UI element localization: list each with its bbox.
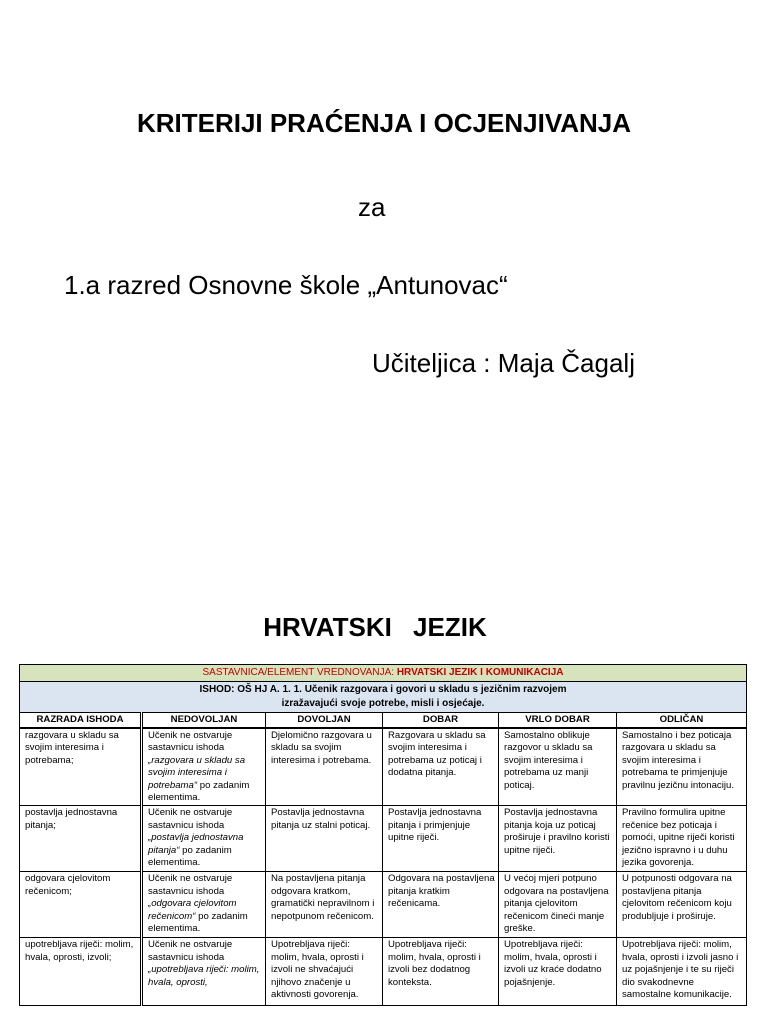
dobar-cell: Razgovara u skladu sa svojim interesima i potrebama uz poticaj i dodatna pitanja. bbox=[383, 728, 499, 806]
dovoljan-cell: Na postavljena pitanja odgovara kratkom, gramatički nepravilnom i nepotpunom rečenicom. bbox=[266, 872, 383, 938]
dobar-cell: Odgovara na postavljena pitanja kratkim rečenicama. bbox=[383, 872, 499, 938]
header-dobar: DOBAR bbox=[383, 713, 499, 729]
dobar-cell: Upotrebljava riječi: molim, hvala, oprosti i izvoli bez dodatnog konteksta. bbox=[383, 938, 499, 1006]
nedovoljan-text-end: po zadanim elementima. bbox=[148, 910, 248, 935]
odlican-cell: Pravilno formulira upitne rečenice bez poticaja i pomoći, upitne riječi koristi jezično ispravno i u duhu jezika govorenja. bbox=[617, 806, 747, 872]
header-dovoljan: DOVOLJAN bbox=[266, 713, 383, 729]
dovoljan-cell: Postavlja jednostavna pitanja uz stalni poticaj. bbox=[266, 806, 383, 872]
razrada-cell: postavlja jednostavna pitanja; bbox=[20, 806, 142, 872]
ishod-cell bbox=[20, 682, 747, 713]
nedovoljan-italic: „postavlja jednostavna pitanja“ bbox=[148, 832, 244, 856]
nedovoljan-text: Učenik ne ostvaruje sastavnicu ishoda bbox=[148, 730, 233, 754]
nedovoljan-text: Učenik ne ostvaruje sastavnicu ishoda bbox=[148, 873, 233, 897]
sastavnica-cell bbox=[20, 665, 747, 682]
sastavnica-value: HRVATSKI JEZIK I KOMUNIKACIJA bbox=[396, 667, 564, 678]
vrlo-dobar-cell: Postavlja jednostavna pitanja koja uz poticaj proširuje i pravilno koristi upitne riječi. bbox=[499, 806, 617, 872]
class-line: 1.a razred Osnovne škole „Antunovac“ bbox=[64, 270, 508, 300]
dovoljan-cell: Upotrebljava riječi: molim, hvala, oprosti i izvoli ne shvaćajući njihovo značenje u aktivnosti govorenja. bbox=[266, 938, 383, 1006]
odlican-cell: U potpunosti odgovara na postavljena pitanja cjelovitom rečenicom koju produbljuje i proširuje. bbox=[617, 872, 747, 938]
subject-heading: HRVATSKI JEZIK bbox=[263, 612, 487, 642]
criteria-table bbox=[19, 664, 747, 1006]
table-row bbox=[20, 938, 747, 1006]
nedovoljan-cell bbox=[142, 872, 266, 938]
dovoljan-cell: Djelomično razgovara u skladu sa svojim interesima i potrebama. bbox=[266, 728, 383, 806]
dobar-cell: Postavlja jednostavna pitanja i primjenjuje upitne riječi. bbox=[383, 806, 499, 872]
nedovoljan-text-end: po zadanim elementima. bbox=[148, 844, 232, 869]
header-vrlo-dobar: VRLO DOBAR bbox=[499, 713, 617, 729]
nedovoljan-text: Učenik ne ostvaruje sastavnicu ishoda bbox=[148, 939, 233, 963]
header-nedovoljan: NEDOVOLJAN bbox=[142, 713, 266, 729]
header-razrada: RAZRADA ISHODA bbox=[20, 713, 142, 729]
sastavnica-prefix: SASTAVNICA/ELEMENT VREDNOVANJA: bbox=[202, 667, 397, 678]
nedovoljan-italic: „upotrebljava riječi: molim, hvala, oprosti, bbox=[148, 964, 260, 988]
nedovoljan-italic: „razgovara u skladu sa svojim interesima i potrebama“ bbox=[148, 754, 246, 791]
vrlo-dobar-cell: Upotrebljava riječi: molim, hvala, oprosti i izvoli uz kraće dodatno pojašnjenje. bbox=[499, 938, 617, 1006]
vrlo-dobar-cell: U većoj mjeri potpuno odgovara na postavljena pitanja cjelovitom rečenicom čineći manje greške. bbox=[499, 872, 617, 938]
razrada-cell: razgovara u skladu sa svojim interesima i potrebama; bbox=[20, 728, 142, 806]
criteria-table-wrapper bbox=[19, 664, 746, 1006]
header-row bbox=[20, 713, 747, 729]
table-row bbox=[20, 872, 747, 938]
sastavnica-row bbox=[20, 665, 747, 682]
nedovoljan-text-end: po zadanim elementima. bbox=[148, 779, 250, 804]
teacher-line: Učiteljica : Maja Čagalj bbox=[372, 348, 635, 378]
nedovoljan-cell bbox=[142, 728, 266, 806]
razrada-cell: upotrebljava riječi: molim, hvala, oprosti, izvoli; bbox=[20, 938, 142, 1006]
table-row bbox=[20, 728, 747, 806]
nedovoljan-cell bbox=[142, 806, 266, 872]
razrada-cell: odgovara cjelovitom rečenicom; bbox=[20, 872, 142, 938]
ishod-line-2: izražavajući svoje potrebe, misli i osjećaje. bbox=[281, 698, 485, 709]
vrlo-dobar-cell: Samostalno oblikuje razgovor u skladu sa svojim interesima i potrebama uz manji poticaj. bbox=[499, 728, 617, 806]
document-title: KRITERIJI PRAĆENJA I OCJENJIVANJA bbox=[136, 108, 632, 138]
odlican-cell: Samostalno i bez poticaja razgovara u skladu sa svojim interesima i potrebama te primjenjuje pravilnu jezičnu intonaciju. bbox=[617, 728, 747, 806]
ishod-row bbox=[20, 682, 747, 713]
odlican-cell: Upotrebljava riječi: molim, hvala, oprosti i izvoli jasno i uz pojašnjenje i te su riječi dio svakodnevne samostalne komunikacije. bbox=[617, 938, 747, 1006]
nedovoljan-text: Učenik ne ostvaruje sastavnicu ishoda bbox=[148, 807, 233, 831]
ishod-line-1: ISHOD: OŠ HJ A. 1. 1. Učenik razgovara i govori u skladu s jezičnim razvojem bbox=[199, 684, 567, 695]
header-odlican: ODLIČAN bbox=[617, 713, 747, 729]
za-text: za bbox=[358, 192, 386, 222]
nedovoljan-cell bbox=[142, 938, 266, 1006]
table-row bbox=[20, 806, 747, 872]
nedovoljan-italic: „odgovara cjelovitom rečenicom“ bbox=[148, 898, 237, 922]
